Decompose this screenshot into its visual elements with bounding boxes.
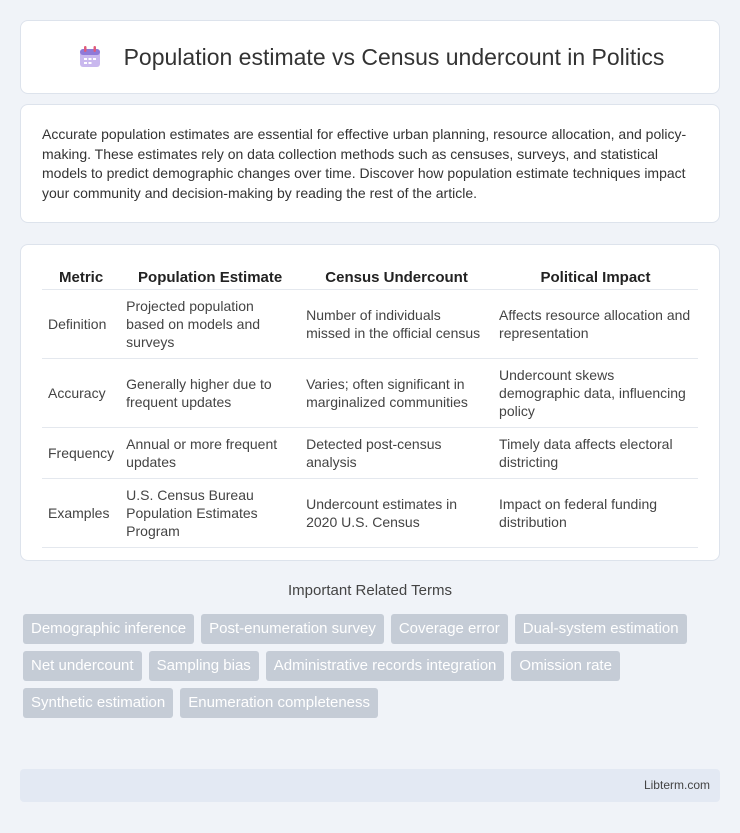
table-header-cell: Population Estimate [120,261,300,290]
related-term-tag[interactable]: Net undercount [23,651,142,681]
table-cell: Generally higher due to frequent updates [120,359,300,428]
table-cell: U.S. Census Bureau Population Estimates Program [120,479,300,548]
table-row [42,359,698,428]
table-cell-metric: Accuracy [42,359,120,428]
related-terms-list [23,614,723,725]
table-cell: Detected post-census analysis [300,428,493,479]
table-cell: Timely data affects electoral districting [493,428,698,479]
table-header-cell: Political Impact [493,261,698,290]
table-cell: Projected population based on models and surveys [120,290,300,359]
comparison-table [42,261,698,548]
related-term-tag[interactable]: Administrative records integration [266,651,505,681]
table-cell-metric: Examples [42,479,120,548]
table-cell: Impact on federal funding distribution [493,479,698,548]
related-terms-title: Important Related Terms [288,582,452,599]
footer-site-link[interactable]: Libterm.com [643,778,710,792]
related-term-tag[interactable]: Sampling bias [149,651,259,681]
page-title: Population estimate vs Census undercount in Politics [123,43,665,70]
table-row [42,428,698,479]
table-header-cell: Census Undercount [300,261,493,290]
related-term-tag[interactable]: Synthetic estimation [23,688,173,718]
table-row [42,290,698,359]
footer [20,769,720,802]
table-header-cell: Metric [42,261,120,290]
calendar-icon [76,43,104,71]
comparison-table-card [20,244,720,561]
table-cell: Number of individuals missed in the official census [300,290,493,359]
related-term-tag[interactable]: Coverage error [391,614,508,644]
related-term-tag[interactable]: Dual-system estimation [515,614,687,644]
table-row [42,479,698,548]
table-cell-metric: Frequency [42,428,120,479]
table-header-row [42,261,698,290]
related-term-tag[interactable]: Demographic inference [23,614,194,644]
table-cell: Annual or more frequent updates [120,428,300,479]
table-cell: Varies; often significant in marginalized communities [300,359,493,428]
related-term-tag[interactable]: Post-enumeration survey [201,614,384,644]
intro-card [20,104,720,223]
table-cell: Undercount skews demographic data, influencing policy [493,359,698,428]
table-cell: Undercount estimates in 2020 U.S. Census [300,479,493,548]
related-term-tag[interactable]: Omission rate [511,651,620,681]
title-card [20,20,720,94]
table-cell-metric: Definition [42,290,120,359]
table-cell: Affects resource allocation and representation [493,290,698,359]
intro-paragraph: Accurate population estimates are essential for effective urban planning, resource allocation, and policy-making. These estimates rely on data collection methods such as censuses, surveys, and statistical models to predict demographic changes over time. Discover how population estimate techniques impact your community and decision-making by reading the rest of the article. [42,126,687,201]
related-term-tag[interactable]: Enumeration completeness [180,688,378,718]
